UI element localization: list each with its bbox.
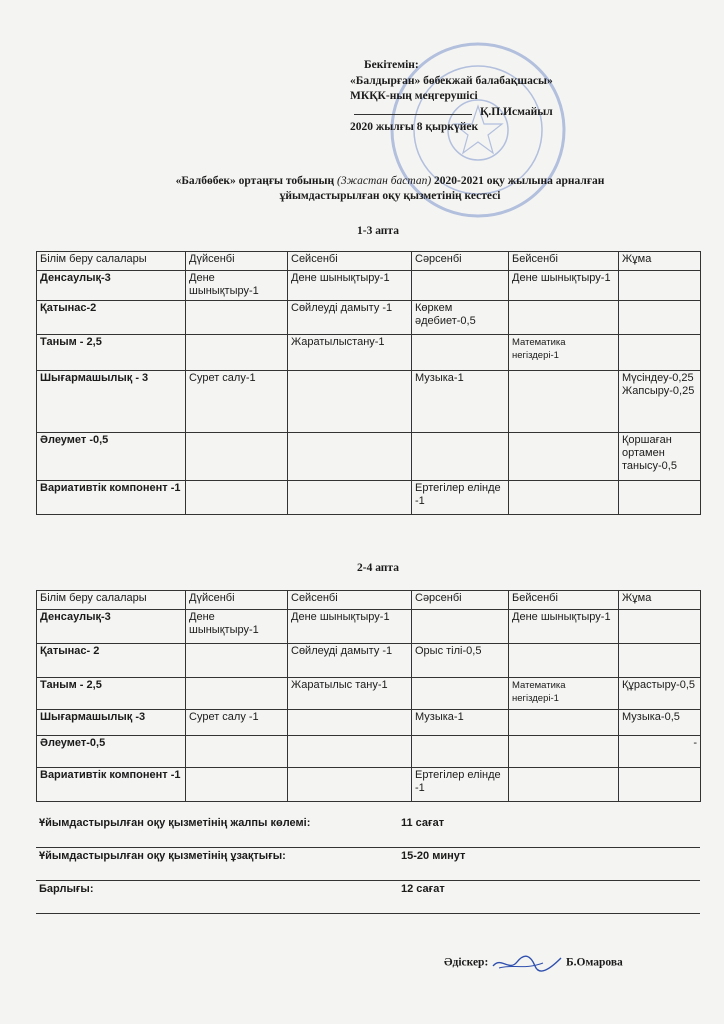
lesson-cell: Сөйлеуді дамыту -1 (288, 644, 412, 678)
header-day: Сейсенбі (288, 252, 412, 271)
header-day: Бейсенбі (509, 591, 619, 610)
week1-schedule-table (36, 251, 701, 515)
lesson-cell: Жаратылыс тану-1 (288, 678, 412, 710)
lesson-cell (412, 736, 509, 768)
week1-label: 1-3 апта (357, 225, 399, 237)
area-cell: Денсаулық-3 (37, 610, 186, 644)
lesson-cell: Дене шынықтыру-1 (509, 271, 619, 301)
table-row (37, 644, 701, 678)
approval-signer: Қ.П.Исмайыл (480, 105, 553, 118)
handwritten-signature (491, 954, 563, 972)
lesson-cell: Дене шынықтыру-1 (509, 610, 619, 644)
summary-row (36, 881, 700, 914)
lesson-cell (619, 644, 701, 678)
area-cell: Әлеумет -0,5 (37, 433, 186, 481)
lesson-cell: Қоршаған ортамен танысу-0,5 (619, 433, 701, 481)
lesson-cell: Музыка-1 (412, 371, 509, 433)
approval-org-line2: МКҚК-ның меңгерушісі (350, 90, 478, 102)
lesson-cell (509, 644, 619, 678)
lesson-cell (509, 481, 619, 515)
summary-label: Ұйымдастырылған оқу қызметінің жалпы көлемі: (36, 815, 398, 848)
area-cell: Вариативтік компонент -1 (37, 768, 186, 802)
lesson-cell (619, 335, 701, 371)
lesson-cell (509, 768, 619, 802)
table-row (37, 736, 701, 768)
area-cell: Қатынас- 2 (37, 644, 186, 678)
lesson-cell: Жаратылыстану-1 (288, 335, 412, 371)
lesson-cell (412, 433, 509, 481)
summary-row (36, 848, 700, 881)
table-row (37, 610, 701, 644)
area-cell: Әлеумет-0,5 (37, 736, 186, 768)
approval-block (350, 58, 553, 136)
area-cell: Таным - 2,5 (37, 678, 186, 710)
table-row (37, 768, 701, 802)
area-cell: Таным - 2,5 (37, 335, 186, 371)
lesson-cell (288, 736, 412, 768)
week2-schedule-table (36, 590, 701, 802)
header-area: Білім беру салалары (37, 252, 186, 271)
lesson-cell (619, 481, 701, 515)
title-line2: ұйымдастырылған оқу қызметінің кестесі (279, 190, 501, 202)
lesson-cell: Сурет салу -1 (186, 710, 288, 736)
header-day: Жұма (619, 591, 701, 610)
summary-row (36, 815, 700, 848)
lesson-cell: Сөйлеуді дамыту -1 (288, 301, 412, 335)
lesson-cell: Ертегілер елінде -1 (412, 481, 509, 515)
lesson-cell (509, 301, 619, 335)
lesson-cell: - (619, 736, 701, 768)
summary-value: 12 сағат (398, 881, 700, 914)
table-row (37, 301, 701, 335)
lesson-cell: Музыка-1 (412, 710, 509, 736)
approval-date: 2020 жылғы 8 қыркүйек (350, 121, 479, 133)
lesson-cell (186, 481, 288, 515)
lesson-cell: Орыс тілі-0,5 (412, 644, 509, 678)
summary-table (36, 815, 700, 914)
lesson-cell (509, 371, 619, 433)
lesson-cell (288, 371, 412, 433)
lesson-cell (509, 710, 619, 736)
lesson-cell (619, 610, 701, 644)
lesson-cell: Сурет салу-1 (186, 371, 288, 433)
header-day: Бейсенбі (509, 252, 619, 271)
header-day: Жұма (619, 252, 701, 271)
lesson-cell (619, 301, 701, 335)
header-area: Білім беру салалары (37, 591, 186, 610)
lesson-cell (412, 271, 509, 301)
lesson-cell (288, 481, 412, 515)
lesson-cell (509, 736, 619, 768)
area-cell: Вариативтік компонент -1 (37, 481, 186, 515)
lesson-cell (288, 710, 412, 736)
table-row (37, 271, 701, 301)
title-part1: «Балбөбек» ортаңғы тобының (175, 175, 335, 187)
header-day: Дүйсенбі (186, 252, 288, 271)
lesson-cell (412, 335, 509, 371)
lesson-cell (186, 678, 288, 710)
table-header-row (37, 252, 701, 271)
lesson-cell (288, 768, 412, 802)
area-cell: Шығармашылық -3 (37, 710, 186, 736)
lesson-cell (619, 768, 701, 802)
lesson-cell (412, 610, 509, 644)
footer-signature (444, 954, 623, 972)
lesson-cell: Математика негіздері-1 (509, 678, 619, 710)
header-day: Дүйсенбі (186, 591, 288, 610)
lesson-cell: Дене шынықтыру-1 (186, 610, 288, 644)
table-row (37, 481, 701, 515)
week2-label: 2-4 апта (357, 562, 399, 574)
table-row (37, 710, 701, 736)
lesson-cell: Дене шынықтыру-1 (186, 271, 288, 301)
lesson-cell (186, 433, 288, 481)
lesson-cell: Ертегілер елінде -1 (412, 768, 509, 802)
area-cell: Шығармашылық - 3 (37, 371, 186, 433)
lesson-cell (186, 644, 288, 678)
title-part2: 2020-2021 оқу жылына арналған (434, 175, 605, 187)
lesson-cell: Көркем әдебиет-0,5 (412, 301, 509, 335)
header-day: Сейсенбі (288, 591, 412, 610)
title-age-note: (3жастан бастап) (337, 175, 432, 187)
table-row (37, 335, 701, 371)
lesson-cell (186, 301, 288, 335)
approval-signature-line (350, 105, 553, 121)
area-cell: Қатынас-2 (37, 301, 186, 335)
table-row (37, 371, 701, 433)
signature-underline (354, 114, 472, 115)
area-cell: Денсаулық-3 (37, 271, 186, 301)
summary-value: 11 сағат (398, 815, 700, 848)
lesson-cell: Музыка-0,5 (619, 710, 701, 736)
lesson-cell (288, 433, 412, 481)
lesson-cell: Математика негіздері-1 (509, 335, 619, 371)
footer-name: Б.Омарова (566, 956, 623, 969)
summary-label: Барлығы: (36, 881, 398, 914)
header-day: Сәрсенбі (412, 591, 509, 610)
lesson-cell: Мүсіндеу-0,25 Жапсыру-0,25 (619, 371, 701, 433)
lesson-cell: Құрастыру-0,5 (619, 678, 701, 710)
lesson-cell (619, 271, 701, 301)
lesson-cell (186, 335, 288, 371)
summary-value: 15-20 минут (398, 848, 700, 881)
header-day: Сәрсенбі (412, 252, 509, 271)
table-row (37, 433, 701, 481)
footer-label: Әдіскер: (444, 956, 489, 969)
lesson-cell (186, 768, 288, 802)
lesson-cell: Дене шынықтыру-1 (288, 271, 412, 301)
lesson-cell (186, 736, 288, 768)
document-title (80, 174, 700, 204)
lesson-cell (509, 433, 619, 481)
approval-org-line1: «Балдырған» бөбекжай балабақшасы» (350, 74, 553, 87)
table-header-row (37, 591, 701, 610)
lesson-cell (412, 678, 509, 710)
summary-label: Ұйымдастырылған оқу қызметінің ұзақтығы: (36, 848, 398, 881)
lesson-cell: Дене шынықтыру-1 (288, 610, 412, 644)
approval-title: Бекітемін: (364, 59, 419, 71)
table-row (37, 678, 701, 710)
